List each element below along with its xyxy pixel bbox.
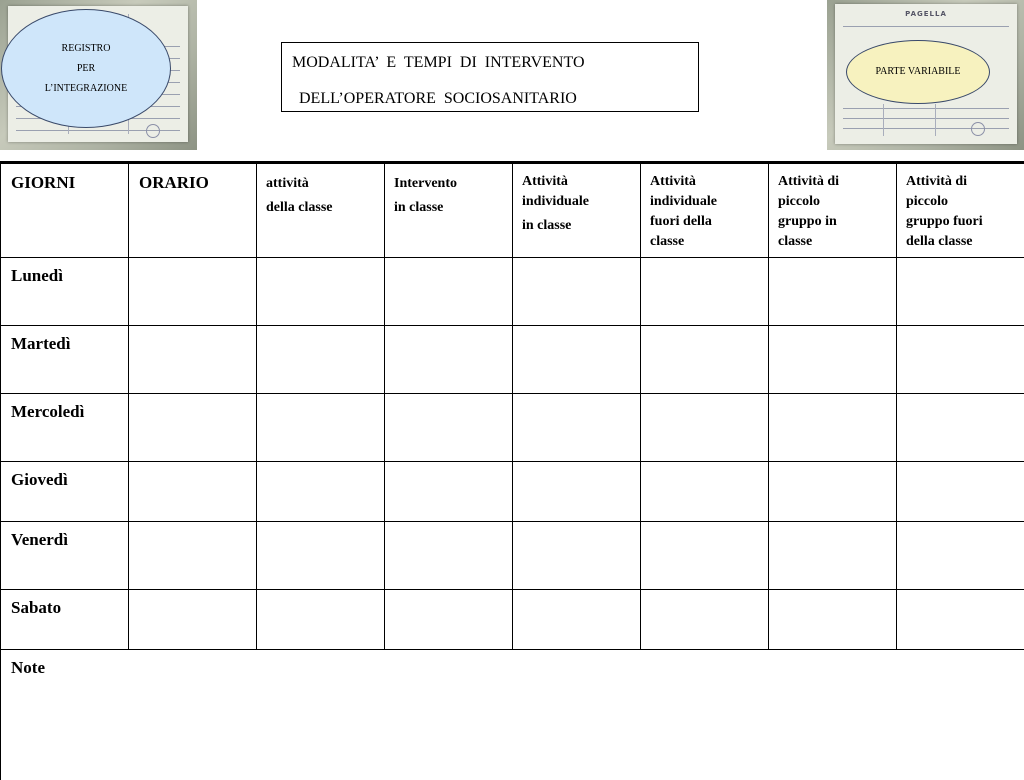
table-cell[interactable]: [897, 326, 1024, 394]
table-cell[interactable]: [257, 462, 385, 522]
table-cell[interactable]: [257, 326, 385, 394]
note-label: Note: [11, 658, 45, 677]
table-cell[interactable]: [385, 462, 513, 522]
registro-bubble: [1, 9, 171, 128]
header-giorni: GIORNI: [1, 163, 129, 258]
table-cell[interactable]: [257, 590, 385, 650]
table-cell[interactable]: [513, 258, 641, 326]
header-row: [1, 163, 1024, 258]
table-cell[interactable]: [385, 590, 513, 650]
table-cell[interactable]: [385, 522, 513, 590]
day-label: Giovedì: [1, 462, 129, 522]
table-cell[interactable]: [769, 462, 897, 522]
table-cell[interactable]: [641, 394, 769, 462]
table-cell[interactable]: [129, 590, 257, 650]
table-cell[interactable]: [769, 522, 897, 590]
table-cell[interactable]: [257, 258, 385, 326]
table-cell[interactable]: [641, 326, 769, 394]
parte-variabile-bubble: [846, 40, 990, 104]
table-row: [1, 590, 1024, 650]
table-cell[interactable]: [513, 326, 641, 394]
table-cell[interactable]: [385, 326, 513, 394]
table-cell[interactable]: [641, 258, 769, 326]
table-cell[interactable]: [129, 326, 257, 394]
schedule-table: [0, 161, 1024, 780]
table-cell[interactable]: [769, 590, 897, 650]
header-attivita-classe: attività della classe: [257, 163, 385, 258]
day-label: Lunedì: [1, 258, 129, 326]
header-individuale-fuori: Attività individuale fuori della classe: [641, 163, 769, 258]
table-cell[interactable]: [129, 462, 257, 522]
table-row: [1, 394, 1024, 462]
header-individuale-classe: Attività individuale in classe: [513, 163, 641, 258]
table-cell[interactable]: [641, 522, 769, 590]
header-gruppo-classe: Attività di piccolo gruppo in classe: [769, 163, 897, 258]
table-cell[interactable]: [129, 394, 257, 462]
table-row: [1, 258, 1024, 326]
table-row: [1, 462, 1024, 522]
table-row: [1, 326, 1024, 394]
table-cell[interactable]: [257, 522, 385, 590]
day-label: Mercoledì: [1, 394, 129, 462]
table-cell[interactable]: [897, 258, 1024, 326]
table-cell[interactable]: [641, 462, 769, 522]
bubble-line: PER: [77, 59, 95, 79]
note-cell[interactable]: [1, 650, 1024, 780]
table-cell[interactable]: [513, 462, 641, 522]
bubble-line: REGISTRO: [62, 39, 111, 59]
table-cell[interactable]: [769, 258, 897, 326]
table-row: [1, 522, 1024, 590]
table-cell[interactable]: [641, 590, 769, 650]
header-intervento-classe: Intervento in classe: [385, 163, 513, 258]
table-cell[interactable]: [513, 394, 641, 462]
header-gruppo-fuori: Attività di piccolo gruppo fuori della classe: [897, 163, 1024, 258]
table-cell[interactable]: [897, 394, 1024, 462]
bubble-line: L’INTEGRAZIONE: [45, 79, 127, 99]
table-cell[interactable]: [257, 394, 385, 462]
table-cell[interactable]: [897, 590, 1024, 650]
day-label: Sabato: [1, 590, 129, 650]
title-line-2: DELL’OPERATORE SOCIOSANITARIO: [299, 89, 577, 108]
table-cell[interactable]: [513, 522, 641, 590]
table-cell[interactable]: [769, 326, 897, 394]
day-label: Martedì: [1, 326, 129, 394]
day-label: Venerdì: [1, 522, 129, 590]
table-cell[interactable]: [385, 394, 513, 462]
header-orario: ORARIO: [129, 163, 257, 258]
bubble-text: PARTE VARIABILE: [875, 62, 960, 82]
table-cell[interactable]: [513, 590, 641, 650]
table-cell[interactable]: [129, 258, 257, 326]
title-box: [281, 42, 699, 112]
table-cell[interactable]: [129, 522, 257, 590]
table-cell[interactable]: [897, 522, 1024, 590]
note-row: [1, 650, 1024, 780]
table-cell[interactable]: [385, 258, 513, 326]
title-line-1: MODALITA’ E TEMPI DI INTERVENTO: [292, 53, 585, 72]
table-cell[interactable]: [769, 394, 897, 462]
sheet-title: PAGELLA: [835, 10, 1017, 18]
table-cell[interactable]: [897, 462, 1024, 522]
